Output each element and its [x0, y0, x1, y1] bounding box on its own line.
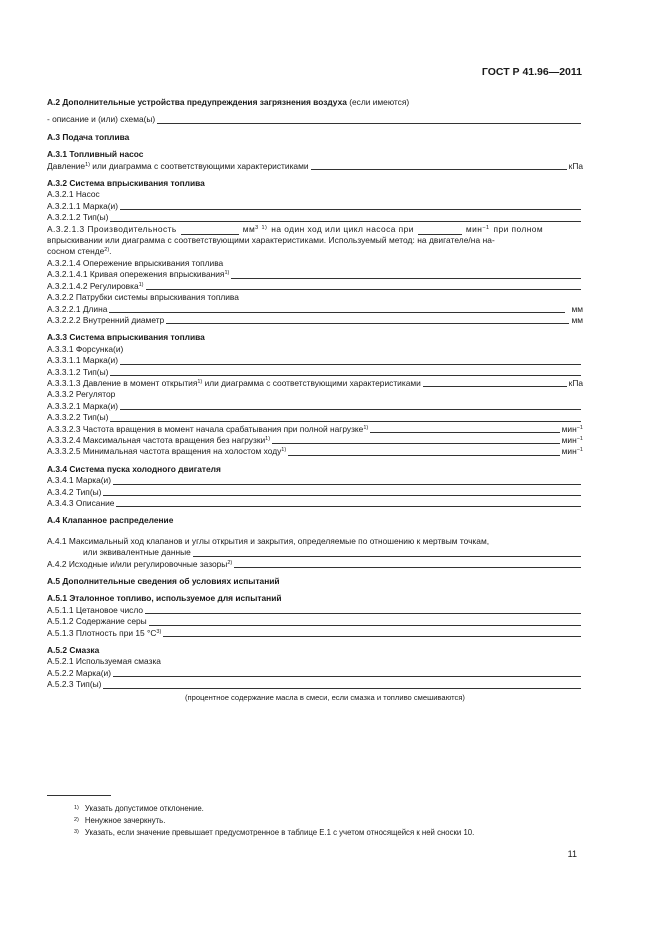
label-a342: А.3.4.2 Тип(ы): [47, 486, 102, 497]
section-a2-tail: (если имеются): [346, 97, 410, 107]
footnote-3: $^{3)}$ Указать, если значение превышает предусмотренное в таблице Е.1 с учетом относящейся к ней сноски 10.: [74, 828, 475, 837]
field-a3221[interactable]: [109, 312, 565, 313]
label-a3211: А.3.2.1.1 Марка(и): [47, 200, 118, 211]
field-a523[interactable]: [103, 688, 581, 689]
line-a523: [47, 679, 583, 690]
unit-min: мин: [561, 423, 577, 434]
label-a3213-e: при полном: [493, 223, 544, 234]
field-a3312[interactable]: [110, 375, 581, 376]
label-a3221: А.3.2.2.1 Длина: [47, 303, 108, 314]
field-a3222[interactable]: [166, 323, 569, 324]
label-a3322: А.3.3.2.2 Тип(ы): [47, 412, 109, 423]
unit-kpa: кПа: [568, 377, 583, 388]
footnote-2: $^{2)}$ Ненужное зачеркнуть.: [74, 816, 166, 825]
field-a3323[interactable]: [370, 432, 559, 433]
field-a3211[interactable]: [120, 209, 581, 210]
line-a513: А.5.1.3 Плотность при 15 $^\circ С^{3)}$: [47, 628, 583, 639]
line-a3214: А.3.2.1.4 Опережение впрыскивания топлива: [47, 257, 224, 268]
label-a2-desc: - описание и (или) схема(ы): [47, 114, 156, 125]
field-a3212[interactable]: [110, 221, 581, 222]
field-a343[interactable]: [116, 506, 581, 507]
line-a512: [47, 616, 583, 627]
field-a2-desc[interactable]: [157, 123, 581, 124]
field-a3324[interactable]: [272, 443, 560, 444]
field-a3311[interactable]: [120, 364, 581, 365]
label-a343: А.3.4.3 Описание: [47, 498, 115, 508]
label-a3212: А.3.2.1.2 Тип(ы): [47, 212, 109, 223]
label-a32141: А.3.2.1.4.1 Кривая опережения впрыскивания: [47, 269, 225, 280]
label-a511: А.5.1.1 Цетановое число: [47, 604, 143, 615]
line-a332: А.3.3.2 Регулятор: [47, 389, 116, 400]
line-a3313: А.3.3.1.3 Давление в момент открытия$^{1)}$ или диаграмма с соответствующими характеристиками кПа: [47, 377, 583, 388]
label-a3312: А.3.3.1.2 Тип(ы): [47, 366, 109, 377]
line-a3322: [47, 412, 583, 423]
section-a31: А.3.1 Топливный насос: [47, 149, 144, 160]
section-a51: А.5.1 Эталонное топливо, используемое для испытаний: [47, 593, 282, 604]
field-a41[interactable]: [193, 556, 581, 557]
field-a512[interactable]: [149, 625, 581, 626]
field-a32141[interactable]: [231, 278, 581, 279]
line-a3213-3: сосном стенде $^{2)}$ .: [47, 246, 112, 257]
footnote-ref: 1): [85, 161, 90, 168]
page-number: 11: [567, 849, 577, 859]
line-a3211: [47, 201, 583, 212]
line-a3222: [47, 315, 583, 326]
field-a3325[interactable]: [288, 455, 559, 456]
unit-min: мин: [561, 446, 577, 457]
label-a3323: А.3.3.2.3 Частота вращения в момент начала срабатывания при полной нагрузке: [47, 423, 364, 434]
line-a3325: А.3.3.2.5 Минимальная частота вращения на холостом ходу$^{1)}$ мин$^{-1}$: [47, 446, 583, 457]
section-a4: А.4 Клапанное распределение: [47, 515, 174, 526]
line-a42: А.4.2 Исходные и/или регулировочные зазоры$^{2)}$: [47, 559, 583, 570]
label-a3324: А.3.3.2.4 Максимальная частота вращения без нагрузки: [47, 434, 266, 445]
footnote-1: $^{1)}$ Указать допустимое отклонение.: [74, 804, 204, 813]
field-a31-pressure[interactable]: [311, 169, 567, 170]
label-a341: А.3.4.1 Марка(и): [47, 475, 112, 486]
line-a32141: А.3.2.1.4.1 Кривая опережения впрыскивания$^{1)}$: [47, 269, 583, 280]
section-a2-title: А.2 Дополнительные устройства предупреждения загрязнения воздуха: [47, 97, 347, 107]
line-a3312: [47, 367, 583, 378]
label-a3213-3: сосном стенде: [47, 246, 105, 257]
field-a513[interactable]: [163, 636, 581, 637]
section-a32: А.3.2 Система впрыскивания топлива: [47, 178, 205, 189]
label-a32142: А.3.2.1.4.2 Регулировка: [47, 280, 139, 291]
label-a31-pressure-a: Давление: [47, 160, 86, 171]
line-a41-1: А.4.1 Максимальный ход клапанов и углы открытия и закрытия, определяемые по отношению к мертвым точкам,: [47, 535, 490, 546]
label-a3325: А.3.3.2.5 Минимальная частота вращения на холостом ходу: [47, 446, 282, 457]
line-a3323: А.3.3.2.3 Частота вращения в момент начала срабатывания при полной нагрузке$^{1)}$ мин$^{-1}$: [47, 423, 583, 434]
field-a32142[interactable]: [146, 289, 582, 290]
field-a42[interactable]: [234, 567, 581, 568]
line-a3213: А.3.2.1.3 Производительность $мм^3$ $^{1)}$ на один ход или цикл насоса при мин$^{-1}$ при полном: [47, 223, 544, 234]
section-a2: [47, 97, 583, 108]
label-a31-pressure-b: или диаграмма с соответствующими характеристиками: [89, 160, 309, 171]
line-a522: [47, 668, 583, 679]
label-a3321: А.3.3.2.1 Марка(и): [47, 400, 118, 411]
field-a342[interactable]: [103, 495, 581, 496]
label-a3313-b: или диаграмма с соответствующими характеристиками: [202, 377, 421, 388]
field-a3321[interactable]: [120, 409, 581, 410]
field-a511[interactable]: [145, 613, 581, 614]
line-a521: А.5.2.1 Используемая смазка: [47, 656, 161, 667]
unit-mm: мм: [571, 314, 583, 325]
footnotes: [74, 803, 474, 839]
unit-mm3: мм: [242, 223, 256, 234]
unit-kpa: кПа: [568, 160, 583, 171]
line-a3221: [47, 304, 583, 315]
label-a3213-a: А.3.2.1.3 Производительность: [47, 223, 177, 234]
field-a3313[interactable]: [423, 386, 567, 387]
label-a522: А.5.2.2 Марка(и): [47, 667, 112, 678]
line-a322: А.3.2.2 Патрубки системы впрыскивания топлива: [47, 292, 239, 303]
line-a31-pressure: [47, 161, 583, 172]
form-content: [47, 97, 583, 703]
label-a513: А.5.1.3 Плотность при 15 °С: [47, 627, 157, 638]
line-a331: А.3.3.1 Форсунка(и): [47, 343, 124, 354]
section-a5: А.5 Дополнительные сведения об условиях испытаний: [47, 576, 280, 587]
label-a3313-a: А.3.3.1.3 Давление в момент открытия: [47, 377, 198, 388]
field-a341[interactable]: [113, 484, 581, 485]
line-a2-desc: [47, 114, 583, 125]
section-a34: А.3.4 Система пуска холодного двигателя: [47, 463, 221, 474]
line-a343: [47, 498, 583, 509]
label-a42: А.4.2 Исходные и/или регулировочные зазоры: [47, 558, 228, 569]
line-a32142: А.3.2.1.4.2 Регулировка$^{1)}$: [47, 281, 583, 292]
section-a3: А.3 Подача топлива: [47, 131, 130, 142]
document-header: ГОСТ Р 41.96—2011: [481, 66, 582, 78]
note-a523: (процентное содержание масла в смеси, если смазка и топливо смешиваются): [185, 692, 465, 702]
unit-min: мин: [561, 434, 577, 445]
line-a3311: [47, 355, 583, 366]
label-a41-2: или эквивалентные данные: [83, 547, 191, 558]
line-a41-2: [47, 547, 583, 558]
line-a511: [47, 605, 583, 616]
section-a33: А.3.3 Система впрыскивания топлива: [47, 332, 205, 343]
label-a523: А.5.2.3 Тип(ы): [47, 679, 102, 690]
label-a3311: А.3.3.1.1 Марка(и): [47, 355, 118, 366]
unit-mm: мм: [571, 303, 583, 314]
unit-min: мин: [465, 223, 483, 234]
field-a522[interactable]: [113, 676, 581, 677]
field-a3322[interactable]: [110, 421, 581, 422]
line-a3324: А.3.3.2.4 Максимальная частота вращения без нагрузки$^{1)}$ мин$^{-1}$: [47, 434, 583, 445]
line-a341: [47, 475, 583, 486]
line-a3212: [47, 212, 583, 223]
line-a3321: [47, 401, 583, 412]
line-a342: [47, 487, 583, 498]
label-a512: А.5.1.2 Содержание серы: [47, 616, 147, 627]
line-a3213-2: впрыскивании или диаграмма с соответствующими характеристиками. Используемый метод: на двигателе/на на-: [47, 235, 495, 246]
section-a52: А.5.2 Смазка: [47, 645, 100, 656]
label-a3222: А.3.2.2.2 Внутренний диаметр: [47, 314, 165, 325]
label-a3213-c: на один ход или цикл насоса при: [271, 223, 414, 234]
line-a321: А.3.2.1 Насос: [47, 189, 100, 200]
footnote-separator: [47, 795, 111, 796]
